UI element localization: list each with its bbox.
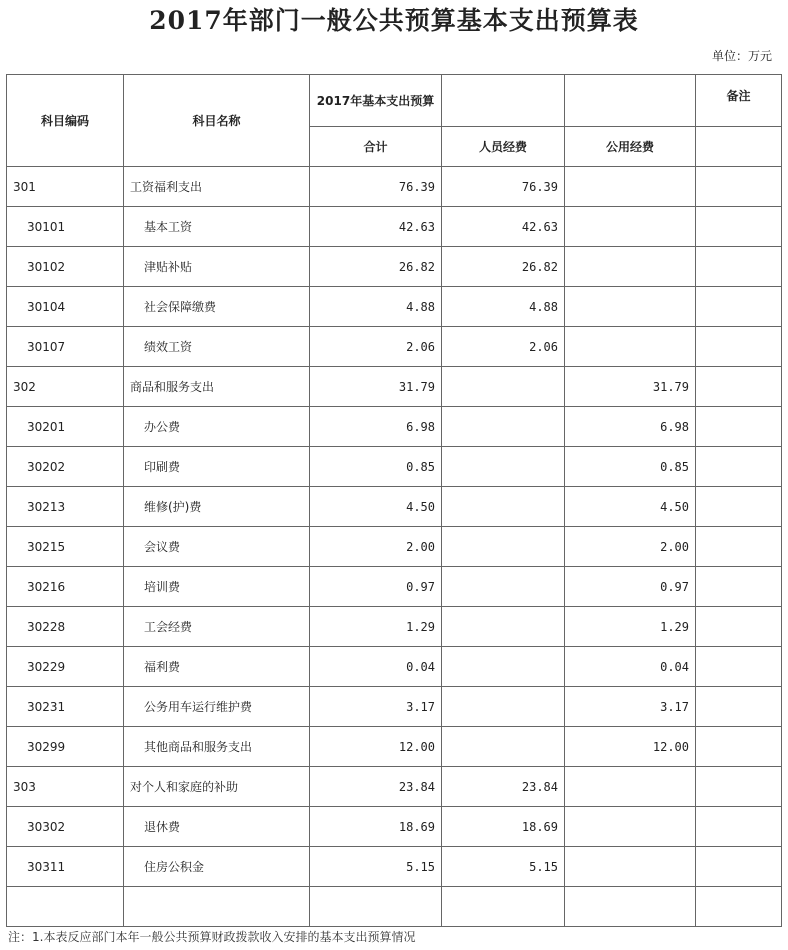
cell-public: 6.98 xyxy=(565,407,696,447)
cell-code: 30231 xyxy=(7,687,124,727)
cell-remark xyxy=(696,847,782,887)
unit-label: 单位：万元 xyxy=(711,49,772,63)
cell-public: 4.50 xyxy=(565,487,696,527)
cell-name xyxy=(124,887,310,927)
cell-code: 30213 xyxy=(7,487,124,527)
cell-remark xyxy=(696,767,782,807)
cell-personnel xyxy=(442,487,565,527)
cell-public: 0.97 xyxy=(565,567,696,607)
cell-public: 2.00 xyxy=(565,527,696,567)
cell-code: 30302 xyxy=(7,807,124,847)
cell-personnel xyxy=(442,727,565,767)
table-row xyxy=(7,367,782,407)
cell-code: 30228 xyxy=(7,607,124,647)
cell-total: 2.00 xyxy=(310,527,442,567)
cell-public: 12.00 xyxy=(565,727,696,767)
cell-code: 30311 xyxy=(7,847,124,887)
cell-personnel: 26.82 xyxy=(442,247,565,287)
cell-code: 30216 xyxy=(7,567,124,607)
cell-code: 301 xyxy=(7,167,124,207)
cell-remark xyxy=(696,687,782,727)
table-row xyxy=(7,527,782,567)
cell-personnel xyxy=(442,527,565,567)
cell-code: 30202 xyxy=(7,447,124,487)
cell-personnel: 2.06 xyxy=(442,327,565,367)
cell-public xyxy=(565,847,696,887)
cell-name: 会议费 xyxy=(124,527,310,567)
table-row xyxy=(7,847,782,887)
table-row xyxy=(7,407,782,447)
cell-public xyxy=(565,327,696,367)
cell-personnel xyxy=(442,447,565,487)
header-personnel: 人员经费 xyxy=(442,127,565,167)
cell-total: 4.88 xyxy=(310,287,442,327)
budget-table xyxy=(6,74,782,927)
cell-remark xyxy=(696,367,782,407)
header-name: 科目名称 xyxy=(124,75,310,167)
cell-name: 工资福利支出 xyxy=(124,167,310,207)
table-row xyxy=(7,247,782,287)
cell-code: 30101 xyxy=(7,207,124,247)
header-remark: 备注 xyxy=(696,75,782,127)
cell-code: 30104 xyxy=(7,287,124,327)
table-row xyxy=(7,727,782,767)
cell-total xyxy=(310,887,442,927)
cell-personnel xyxy=(442,567,565,607)
cell-remark xyxy=(696,407,782,447)
cell-public: 1.29 xyxy=(565,607,696,647)
cell-code: 30201 xyxy=(7,407,124,447)
cell-name: 社会保障缴费 xyxy=(124,287,310,327)
cell-remark xyxy=(696,887,782,927)
cell-total: 26.82 xyxy=(310,247,442,287)
cell-total: 76.39 xyxy=(310,167,442,207)
cell-total: 12.00 xyxy=(310,727,442,767)
cell-total: 0.85 xyxy=(310,447,442,487)
cell-remark xyxy=(696,807,782,847)
cell-code xyxy=(7,887,124,927)
cell-name: 福利费 xyxy=(124,647,310,687)
cell-name: 退休费 xyxy=(124,807,310,847)
header-total: 合计 xyxy=(310,127,442,167)
cell-public: 0.04 xyxy=(565,647,696,687)
table-row xyxy=(7,447,782,487)
cell-total: 4.50 xyxy=(310,487,442,527)
cell-remark xyxy=(696,167,782,207)
cell-name: 维修(护)费 xyxy=(124,487,310,527)
cell-name: 商品和服务支出 xyxy=(124,367,310,407)
cell-personnel: 76.39 xyxy=(442,167,565,207)
cell-code: 30299 xyxy=(7,727,124,767)
cell-personnel: 18.69 xyxy=(442,807,565,847)
cell-personnel: 5.15 xyxy=(442,847,565,887)
cell-total: 2.06 xyxy=(310,327,442,367)
cell-code: 303 xyxy=(7,767,124,807)
cell-remark xyxy=(696,727,782,767)
cell-total: 23.84 xyxy=(310,767,442,807)
cell-code: 30215 xyxy=(7,527,124,567)
cell-name: 住房公积金 xyxy=(124,847,310,887)
cell-public xyxy=(565,207,696,247)
cell-name: 津贴补贴 xyxy=(124,247,310,287)
cell-remark xyxy=(696,287,782,327)
table-row xyxy=(7,287,782,327)
cell-name: 培训费 xyxy=(124,567,310,607)
cell-remark xyxy=(696,527,782,567)
header-code: 科目编码 xyxy=(7,75,124,167)
cell-total: 1.29 xyxy=(310,607,442,647)
table-row xyxy=(7,887,782,927)
header-public: 公用经费 xyxy=(565,127,696,167)
footnote: 注：1.本表反应部门本年一般公共预算财政拨款收入安排的基本支出预算情况 xyxy=(8,930,416,944)
header-empty-1 xyxy=(442,75,565,127)
cell-public xyxy=(565,767,696,807)
cell-personnel xyxy=(442,407,565,447)
cell-remark xyxy=(696,247,782,287)
cell-remark xyxy=(696,327,782,367)
table-row xyxy=(7,567,782,607)
cell-public: 31.79 xyxy=(565,367,696,407)
table-body xyxy=(7,167,782,927)
cell-public xyxy=(565,247,696,287)
table-row xyxy=(7,167,782,207)
cell-personnel: 4.88 xyxy=(442,287,565,327)
table-row xyxy=(7,687,782,727)
table-row xyxy=(7,207,782,247)
cell-total: 6.98 xyxy=(310,407,442,447)
cell-public xyxy=(565,887,696,927)
cell-code: 30107 xyxy=(7,327,124,367)
cell-personnel: 42.63 xyxy=(442,207,565,247)
cell-total: 0.04 xyxy=(310,647,442,687)
cell-name: 印刷费 xyxy=(124,447,310,487)
cell-remark xyxy=(696,207,782,247)
cell-total: 42.63 xyxy=(310,207,442,247)
cell-personnel xyxy=(442,607,565,647)
cell-name: 工会经费 xyxy=(124,607,310,647)
cell-public xyxy=(565,287,696,327)
cell-total: 5.15 xyxy=(310,847,442,887)
cell-remark xyxy=(696,447,782,487)
cell-remark xyxy=(696,607,782,647)
cell-name: 基本工资 xyxy=(124,207,310,247)
cell-public xyxy=(565,807,696,847)
cell-personnel xyxy=(442,687,565,727)
cell-name: 对个人和家庭的补助 xyxy=(124,767,310,807)
page-title: 2017年部门一般公共预算基本支出预算表 xyxy=(149,6,639,35)
table-row xyxy=(7,807,782,847)
cell-code: 30102 xyxy=(7,247,124,287)
cell-personnel xyxy=(442,367,565,407)
cell-public xyxy=(565,167,696,207)
table-row xyxy=(7,327,782,367)
cell-personnel xyxy=(442,887,565,927)
cell-name: 办公费 xyxy=(124,407,310,447)
table-row xyxy=(7,607,782,647)
cell-personnel: 23.84 xyxy=(442,767,565,807)
cell-name: 绩效工资 xyxy=(124,327,310,367)
cell-code: 30229 xyxy=(7,647,124,687)
cell-total: 31.79 xyxy=(310,367,442,407)
cell-total: 18.69 xyxy=(310,807,442,847)
table-row xyxy=(7,487,782,527)
header-budget-group: 2017年基本支出预算 xyxy=(310,75,442,127)
cell-remark xyxy=(696,567,782,607)
header-remark-sub xyxy=(696,127,782,167)
cell-code: 302 xyxy=(7,367,124,407)
cell-name: 公务用车运行维护费 xyxy=(124,687,310,727)
cell-total: 3.17 xyxy=(310,687,442,727)
table-row xyxy=(7,647,782,687)
cell-total: 0.97 xyxy=(310,567,442,607)
cell-public: 0.85 xyxy=(565,447,696,487)
cell-name: 其他商品和服务支出 xyxy=(124,727,310,767)
table-row xyxy=(7,767,782,807)
header-empty-2 xyxy=(565,75,696,127)
cell-personnel xyxy=(442,647,565,687)
cell-public: 3.17 xyxy=(565,687,696,727)
cell-remark xyxy=(696,487,782,527)
cell-remark xyxy=(696,647,782,687)
